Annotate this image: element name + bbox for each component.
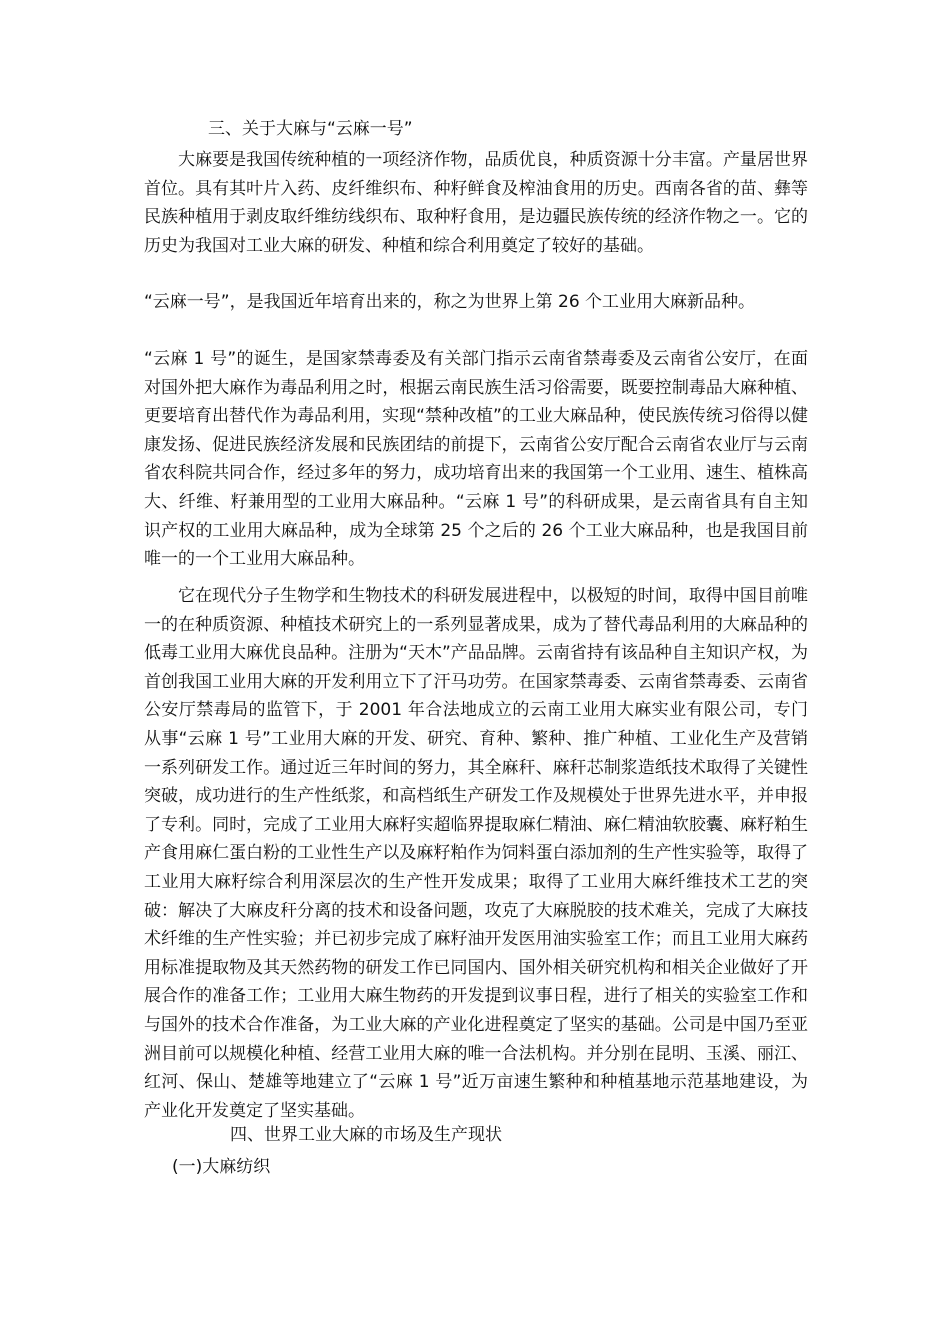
paragraph-yunma-intro: “云麻一号”，是我国近年培育出来的，称之为世界上第 26 个工业用大麻新品种。 <box>144 292 756 312</box>
section-heading-4: 四、世界工业大麻的市场及生产现状 <box>230 1125 502 1145</box>
paragraph-hemp-history: 大麻要是我国传统种植的一项经济作物，品质优良，种质资源十分丰富。产量居世界首位。具有其叶片入药、皮纤维织布、种籽鲜食及榨油食用的历史。西南各省的苗、彝等民族种植用于剥皮取纤维纺线织布、取种籽食用，是边疆民族传统的经济作物之一。它的历史为我国对工业大麻的研发、种植和综合利用奠定了较好的基础。 <box>144 150 808 256</box>
section-heading-3: 三、关于大麻与“云麻一号” <box>208 119 413 139</box>
paragraph-research-achievements: 它在现代分子生物学和生物技术的科研发展进程中，以极短的时间，取得中国目前唯一的在种质资源、种植技术研究上的一系列显著成果，成为了替代毒品利用的大麻品种的低毒工业用大麻优良品种。注册为“天木”产品品牌。云南省持有该品种自主知识产权，为首创我国工业用大麻的开发利用立下了汗马功劳。在国家禁毒委、云南省禁毒委、云南省公安厅禁毒局的监管下，于 2001 年合法地成立的云南工业用大麻实业有限公司，专门从事“云麻 1 号”工业用大麻的开发、研究、育种、繁种、推广种植、工业化生产及营销一系列研发工作。通过近三年时间的努力，其全麻秆、麻秆芯制浆造纸技术取得了关键性突破，成功进行的生产性纸浆，和高档纸生产研发工作及规模处于世界先进水平，并申报了专利。同时，完成了工业用大麻籽实超临界提取麻仁精油、麻仁精油软胶囊、麻籽粕生产食用麻仁蛋白粉的工业性生产以及麻籽粕作为饲料蛋白添加剂的生产性实验等，取得了工业用大麻籽综合利用深层次的生产性开发成果；取得了工业用大麻纤维技术工艺的突破：解决了大麻皮秆分离的技术和设备问题，攻克了大麻脱胶的技术难关，完成了大麻技术纤维的生产性实验；并已初步完成了麻籽油开发医用油实验室工作；而且工业用大麻药用标准提取物及其天然药物的研发工作已同国内、国外相关研究机构和相关企业做好了开展合作的准备工作；工业用大麻生物药的开发提到议事日程，进行了相关的实验室工作和与国外的技术合作准备，为工业大麻的产业化进程奠定了坚实的基础。公司是中国乃至亚洲目前可以规模化种植、经营工业用大麻的唯一合法机构。并分别在昆明、玉溪、丽江、红河、保山、楚雄等地建立了“云麻 1 号”近万亩速生繁种和种植基地示范基地建设，为产业化开发奠定了坚实基础。 <box>144 586 808 1121</box>
subsection-heading-textiles: (一)大麻纺织 <box>172 1157 271 1177</box>
paragraph-yunma-origin: “云麻 1 号”的诞生，是国家禁毒委及有关部门指示云南省禁毒委及云南省公安厅，在面对国外把大麻作为毒品利用之时，根据云南民族生活习俗需要，既要控制毒品大麻种植、更要培育出替代作为毒品利用，实现“禁种改植”的工业大麻品种，使民族传统习俗得以健康发扬、促进民族经济发展和民族团结的前提下，云南省公安厅配合云南省农业厅与云南省农科院共同合作，经过多年的努力，成功培育出来的我国第一个工业用、速生、植株高大、纤维、籽兼用型的工业用大麻品种。“云麻 1 号”的科研成果，是云南省具有自主知识产权的工业用大麻品种，成为全球第 25 个之后的 26 个工业大麻品种，也是我国目前唯一的一个工业用大麻品种。 <box>144 349 808 570</box>
